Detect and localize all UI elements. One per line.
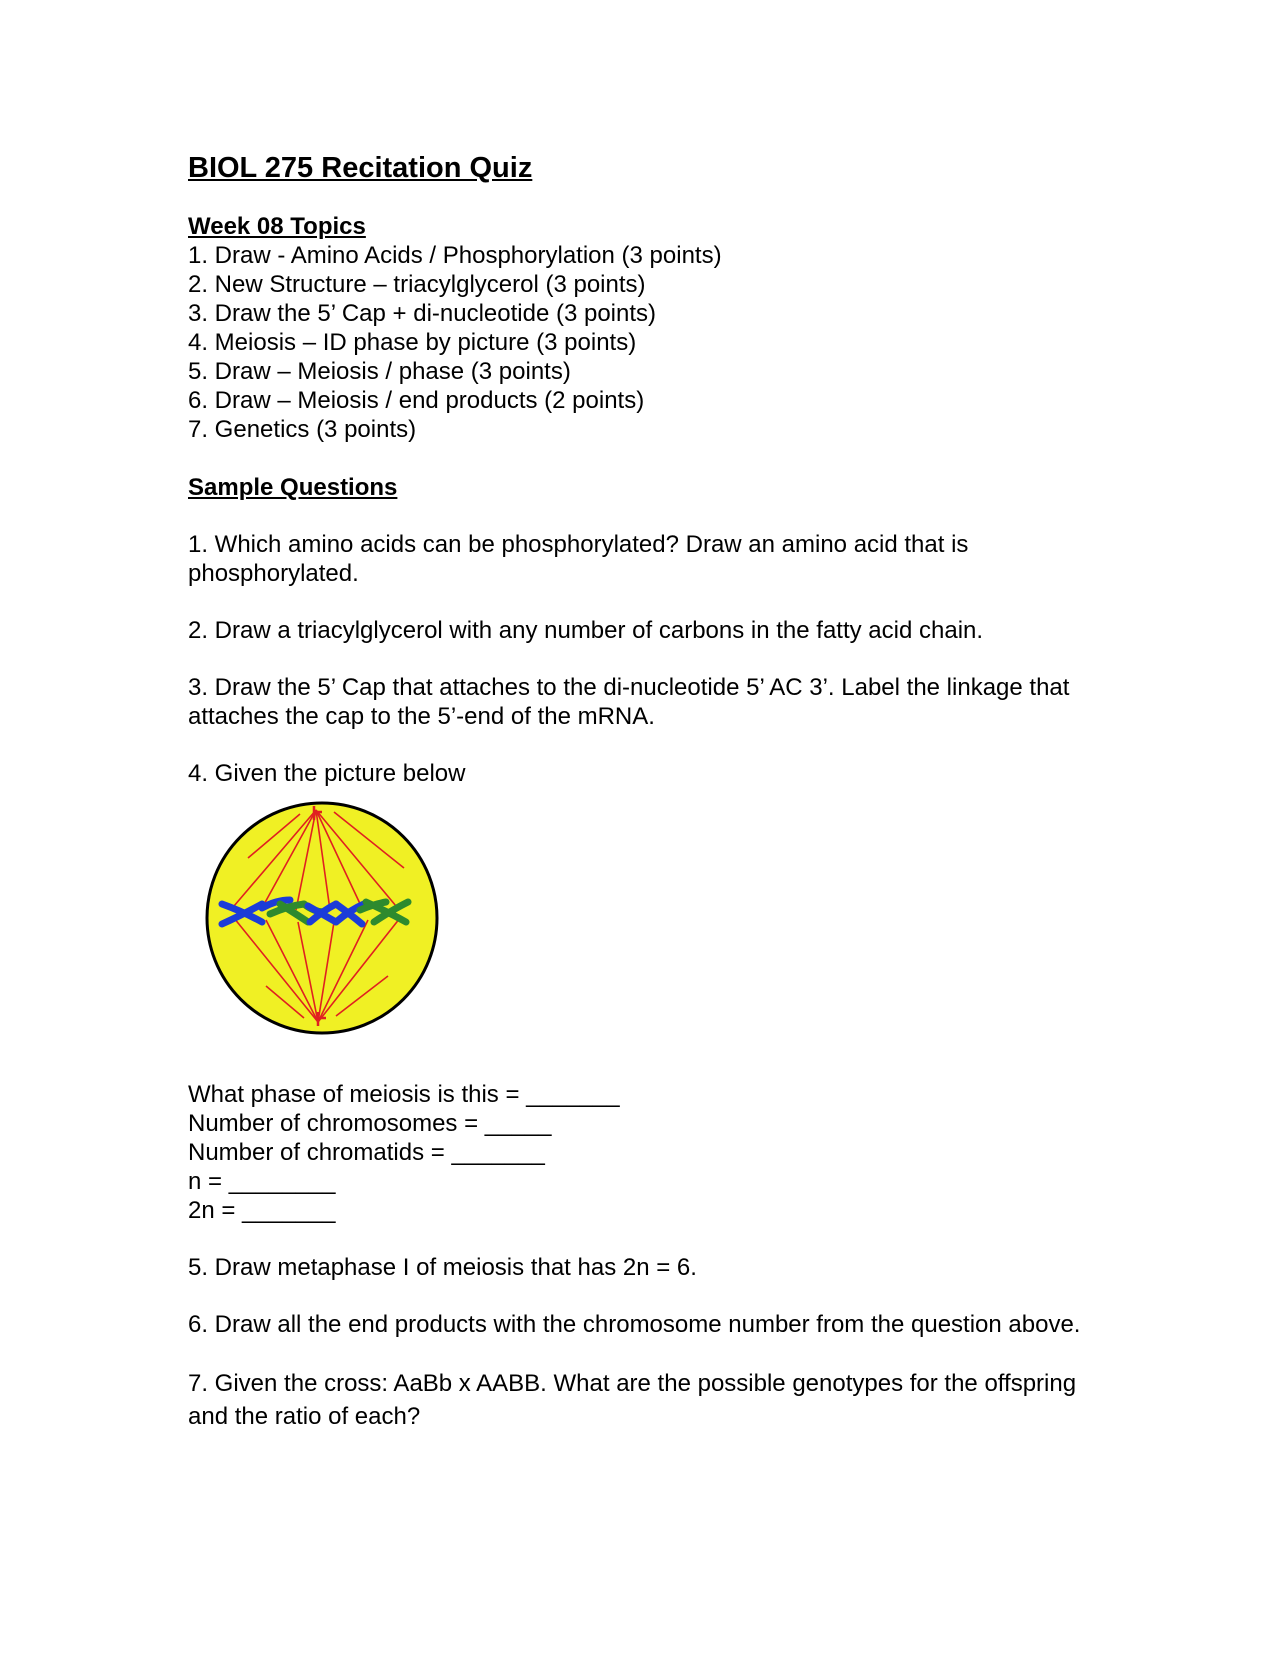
blank-2n: 2n = _______ bbox=[188, 1197, 336, 1224]
blank-chromosomes: Number of chromosomes = _____ bbox=[188, 1110, 552, 1137]
question-7: 7. Given the cross: AaBb x AABB. What are the possible genotypes for the offspring and the ratio of each? bbox=[188, 1370, 1077, 1430]
blank-n: n = ________ bbox=[188, 1168, 336, 1195]
topic-item: 3. Draw the 5’ Cap + di-nucleotide (3 points) bbox=[188, 300, 657, 327]
question-6: 6. Draw all the end products with the chromosome number from the question above. bbox=[188, 1311, 1081, 1338]
page-title: BIOL 275 Recitation Quiz bbox=[188, 152, 533, 184]
quiz-page bbox=[188, 148, 1108, 1433]
question-1: 1. Which amino acids can be phosphorylated? Draw an amino acid that is phosphorylated. bbox=[188, 531, 969, 587]
topic-item: 5. Draw – Meiosis / phase (3 points) bbox=[188, 358, 571, 385]
question-4: 4. Given the picture below bbox=[188, 760, 466, 787]
topic-item: 7. Genetics (3 points) bbox=[188, 416, 417, 443]
topics-heading: Week 08 Topics bbox=[188, 213, 366, 240]
meiosis-cell-svg bbox=[204, 800, 464, 1060]
topic-item: 1. Draw - Amino Acids / Phosphorylation (3 points) bbox=[188, 242, 722, 269]
question-2: 2. Draw a triacylglycerol with any number of carbons in the fatty acid chain. bbox=[188, 617, 984, 644]
topic-item: 2. New Structure – triacylglycerol (3 points) bbox=[188, 271, 646, 298]
samples-heading: Sample Questions bbox=[188, 474, 398, 501]
question-3: 3. Draw the 5’ Cap that attaches to the di-nucleotide 5’ AC 3’. Label the linkage that attaches the cap to the 5’-end of the mRNA. bbox=[188, 674, 1070, 730]
topic-item: 6. Draw – Meiosis / end products (2 points) bbox=[188, 387, 645, 414]
blank-phase: What phase of meiosis is this = _______ bbox=[188, 1081, 620, 1108]
meiosis-cell-figure bbox=[204, 800, 464, 1060]
blank-chromatids: Number of chromatids = _______ bbox=[188, 1139, 545, 1166]
topic-item: 4. Meiosis – ID phase by picture (3 points) bbox=[188, 329, 637, 356]
question-5: 5. Draw metaphase I of meiosis that has 2n = 6. bbox=[188, 1254, 697, 1281]
